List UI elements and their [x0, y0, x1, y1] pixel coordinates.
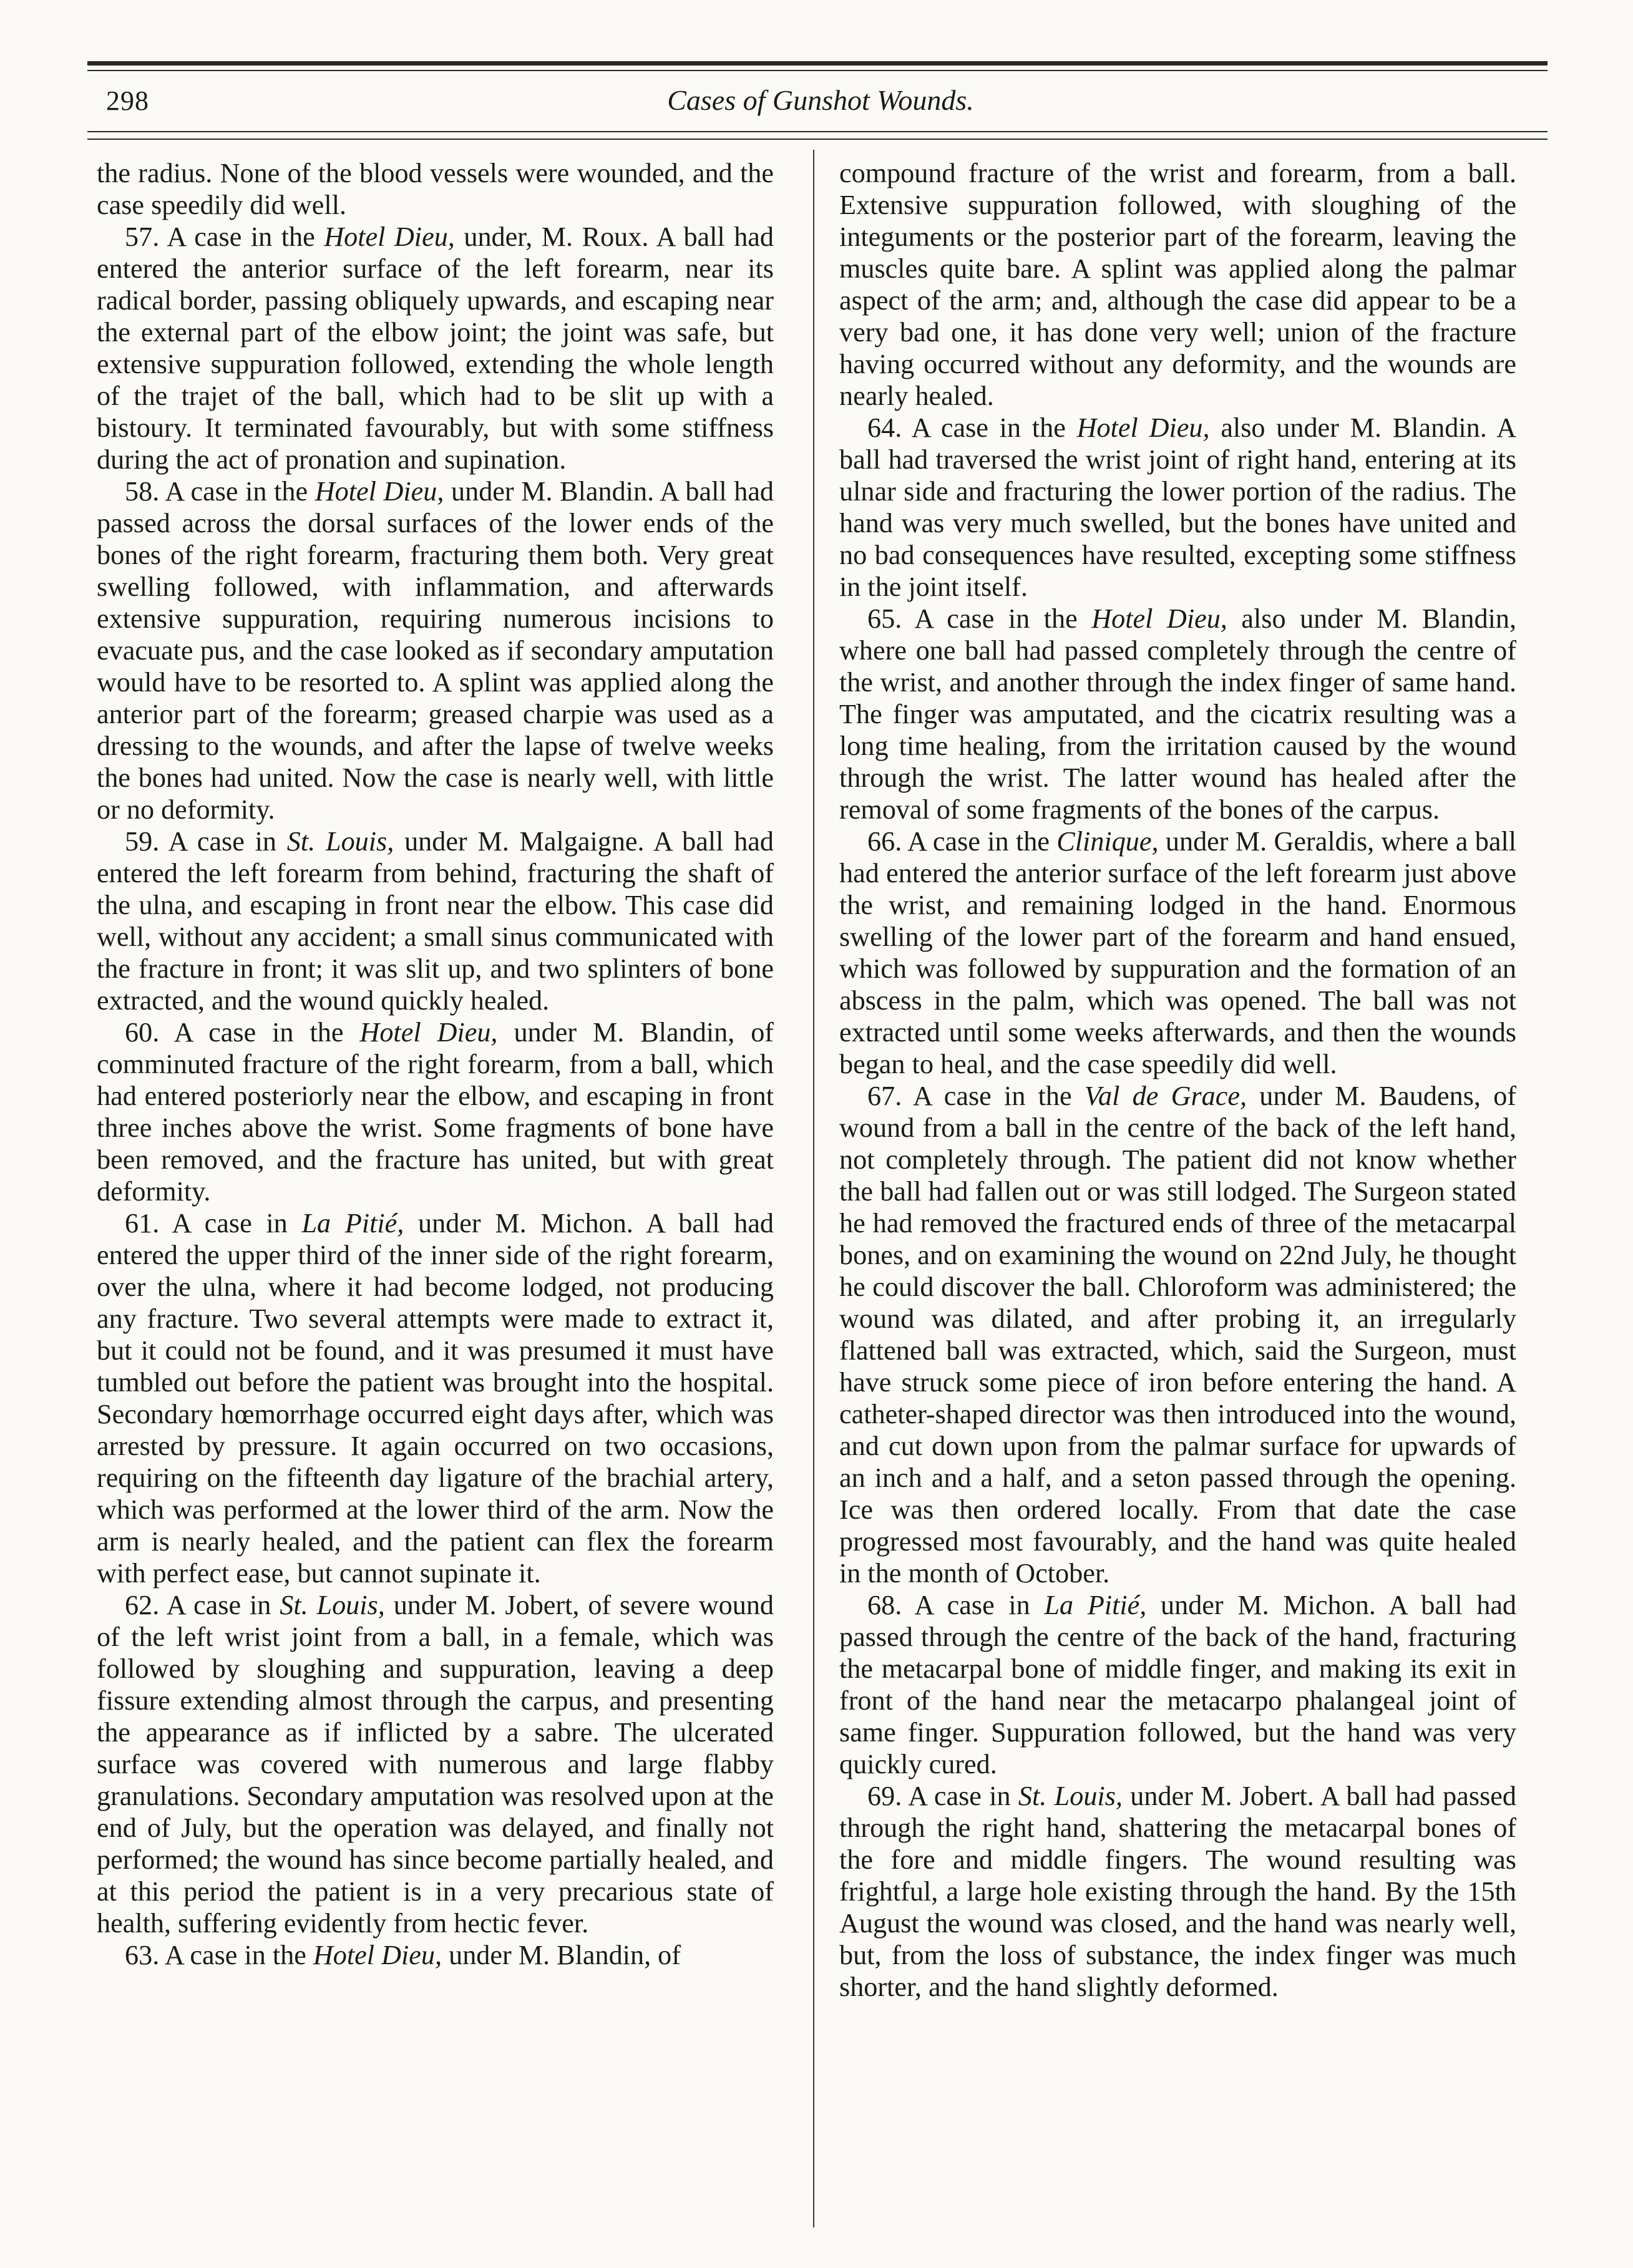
case-paragraph: [97, 221, 774, 475]
case-paragraph: [839, 412, 1516, 603]
case-paragraph: [839, 1080, 1516, 1589]
hospital-name: St. Louis,: [286, 826, 394, 857]
case-lead: A case in: [168, 826, 277, 857]
case-lead: A case in the: [914, 603, 1078, 634]
case-number: 64.: [867, 412, 902, 443]
header-rule-lower: [87, 139, 1548, 140]
case-number: 63.: [125, 1940, 160, 1970]
case-lead: A case in: [166, 1590, 271, 1620]
case-paragraph: [839, 603, 1516, 825]
hospital-name: Val de Grace,: [1084, 1081, 1247, 1111]
case-paragraph: [97, 1016, 774, 1207]
case-lead: A case in: [172, 1208, 288, 1239]
case-lead: A case in the: [165, 476, 308, 507]
left-column: [97, 157, 774, 1971]
hospital-name: Hotel Dieu,: [324, 221, 455, 252]
case-paragraph: [97, 1589, 774, 1939]
hospital-name: St. Louis,: [1018, 1781, 1123, 1811]
case-text: also under M. Blandin. A ball had traversed the wrist joint of right hand, entering at its ulnar side and fracturing the lower portion of the radius. The hand was very much swelled, but the bones have united and no bad consequences have resulted, excepting some stiffness in the joint itself.: [839, 412, 1517, 602]
case-text: under M. Blandin, of: [449, 1940, 681, 1970]
top-double-rule: [87, 61, 1548, 66]
case-number: 67.: [867, 1081, 902, 1111]
hospital-name: St. Louis,: [280, 1590, 385, 1620]
case-lead: A case in the: [907, 826, 1050, 857]
top-thin-rule: [87, 70, 1548, 71]
case-paragraph: [97, 1207, 774, 1589]
header-rule-upper: [87, 131, 1548, 132]
hospital-name: Hotel Dieu,: [1076, 412, 1210, 443]
case-text: under M. Geraldis, where a ball had entered the anterior surface of the left forearm just above the wrist, and remaining lodged in the hand. Enormous swelling of the lower part of the forearm and hand ensued, which was followed by suppuration and the formation of an abscess in the palm, which was opened. The ball was not extracted until some weeks afterwards, and then the wounds began to heal, and the case speedily did well.: [839, 826, 1517, 1079]
case-paragraph: [97, 475, 774, 825]
hospital-name: Hotel Dieu,: [1091, 603, 1227, 634]
hospital-name: La Pitié,: [1044, 1590, 1147, 1620]
case-number: 60.: [125, 1017, 160, 1048]
case-text: the radius. None of the blood vessels were wounded, and the case speedily did well.: [97, 158, 774, 220]
page-header: [100, 81, 1541, 131]
case-lead: A case in the: [164, 1940, 306, 1970]
case-text: under M. Malgaigne. A ball had entered the left forearm from behind, fracturing the shaft of the ulna, and escaping in front near the elbow. This case did well, without any accident; a small sinus communicated with the fracture in front; it was slit up, and two splinters of bone extracted, and the wound quickly healed.: [97, 826, 774, 1016]
case-text: under, M. Roux. A ball had entered the anterior surface of the left forearm, near its radical border, passing obliquely upwards, and escaping near the external part of the elbow joint; the joint was safe, but extensive suppuration followed, extending the whole length of the trajet of the ball, which had to be slit up with a bistoury. It terminated favourably, but with some stiffness during the act of pronation and supination.: [97, 221, 774, 475]
case-paragraph: [839, 1780, 1516, 2003]
case-paragraph: [839, 1589, 1516, 1780]
case-text: under M. Baudens, of wound from a ball in the centre of the back of the left hand, not completely through. The patient did not know whether the ball had fallen out or was still lodged. The Surgeon stated he had removed the fractured ends of three of the metacarpal bones, and on examining the wound on 22nd July, he thought he could discover the ball. Chloroform was administered; the wound was dilated, and after probing it, an irregularly flattened ball was extracted, which, said the Surgeon, must have struck some piece of iron before entering the hand. A catheter-shaped director was then introduced into the wound, and cut down upon from the palmar surface for upwards of an inch and a half, and a seton passed through the opening. Ice was then ordered locally. From that date the case progressed most favourably, and the hand was quite healed in the month of October.: [839, 1081, 1517, 1589]
hospital-name: La Pitié,: [301, 1208, 404, 1239]
case-number: 62.: [125, 1590, 160, 1620]
hospital-name: Clinique,: [1056, 826, 1159, 857]
case-text: compound fracture of the wrist and forearm, from a ball. Extensive suppuration followed, with sloughing of the integuments or the posterior part of the forearm, leaving the muscles quite bare. A splint was applied along the palmar aspect of the arm; and, although the case did appear to be a very bad one, it has done very well; union of the fracture having occurred without any deformity, and the wounds are nearly healed.: [839, 158, 1516, 411]
case-number: 58.: [125, 476, 160, 507]
hospital-name: Hotel Dieu,: [359, 1017, 498, 1048]
case-lead: A case in the: [913, 1081, 1072, 1111]
page-number: 298: [106, 85, 149, 116]
case-paragraph: [97, 1939, 774, 1971]
case-number: 57.: [125, 221, 160, 252]
case-paragraph: [839, 157, 1516, 412]
case-text: under M. Jobert, of severe wound of the left wrist joint from a ball, in a female, which was followed by sloughing and suppuration, leaving a deep fissure extending almost through the carpus, and presenting the appearance as if inflicted by a sabre. The ulcerated surface was covered with numerous and large flabby granulations. Secondary amputation was resolved upon at the end of July, but the operation was delayed, and finally not performed; the wound has since become partially healed, and at this period the patient is in a very precarious state of health, suffering evidently from hectic fever.: [97, 1590, 774, 1939]
case-paragraph: [97, 157, 774, 221]
case-lead: A case in the: [173, 1017, 344, 1048]
column-divider: [813, 150, 814, 2227]
case-text: under M. Michon. A ball had entered the upper third of the inner side of the right forearm, over the ulna, where it had become lodged, not producing any fracture. Two several attempts were made to extract it, but it could not be found, and it was presumed it must have tumbled out before the patient was brought into the hospital. Secondary hœmorrhage occurred eight days after, which was arrested by pressure. It again occurred on two occasions, requiring on the fifteenth day ligature of the brachial artery, which was performed at the lower third of the arm. Now the arm is nearly healed, and the patient can flex the forearm with perfect ease, but cannot supinate it.: [97, 1208, 774, 1589]
case-lead: A case in: [914, 1590, 1030, 1620]
case-number: 69.: [867, 1781, 902, 1811]
case-number: 65.: [867, 603, 902, 634]
right-column: [839, 157, 1516, 2003]
case-number: 59.: [125, 826, 160, 857]
hospital-name: Hotel Dieu,: [313, 1940, 442, 1970]
case-text: under M. Blandin. A ball had passed across the dorsal surfaces of the lower ends of the bones of the right forearm, fracturing them both. Very great swelling followed, with inflammation, and afterwards extensive suppuration, requiring numerous incisions to evacuate pus, and the case looked as if secondary amputation would have to be resorted to. A splint was applied along the anterior part of the forearm; greased charpie was used as a dressing to the wounds, and after the lapse of twelve weeks the bones had united. Now the case is nearly well, with little or no deformity.: [97, 476, 774, 825]
case-lead: A case in the: [167, 221, 315, 252]
case-number: 61.: [125, 1208, 160, 1239]
case-text: under M. Jobert. A ball had passed through the right hand, shattering the metacarpal bones of the fore and middle fingers. The wound resulting was frightful, a large hole existing through the hand. By the 15th August the wound was closed, and the hand was nearly well, but, from the loss of substance, the index finger was much shorter, and the hand slightly deformed.: [839, 1781, 1516, 2002]
hospital-name: Hotel Dieu,: [314, 476, 444, 507]
case-text: also under M. Blandin, where one ball had passed completely through the centre of the wrist, and another through the index finger of same hand. The finger was amputated, and the cicatrix resulting was a long time healing, from the irritation caused by the wound through the wrist. The latter wound has healed after the removal of some fragments of the bones of the carpus.: [839, 603, 1517, 825]
case-lead: A case in the: [911, 412, 1066, 443]
case-number: 66.: [867, 826, 902, 857]
case-lead: A case in: [908, 1781, 1011, 1811]
case-text: under M. Michon. A ball had passed through the centre of the back of the hand, fracturing the metacarpal bone of middle finger, and making its exit in front of the hand near the metacarpo phalangeal joint of same finger. Suppuration followed, but the hand was very quickly cured.: [839, 1590, 1517, 1779]
running-head: Cases of Gunshot Wounds.: [667, 84, 974, 116]
case-text: under M. Blandin, of comminuted fracture of the right forearm, from a ball, which had entered posteriorly near the elbow, and escaping in front three inches above the wrist. Some fragments of bone have been removed, and the fracture has united, but with great deformity.: [97, 1017, 774, 1207]
case-paragraph: [97, 825, 774, 1016]
case-number: 68.: [867, 1590, 902, 1620]
case-paragraph: [839, 825, 1516, 1080]
